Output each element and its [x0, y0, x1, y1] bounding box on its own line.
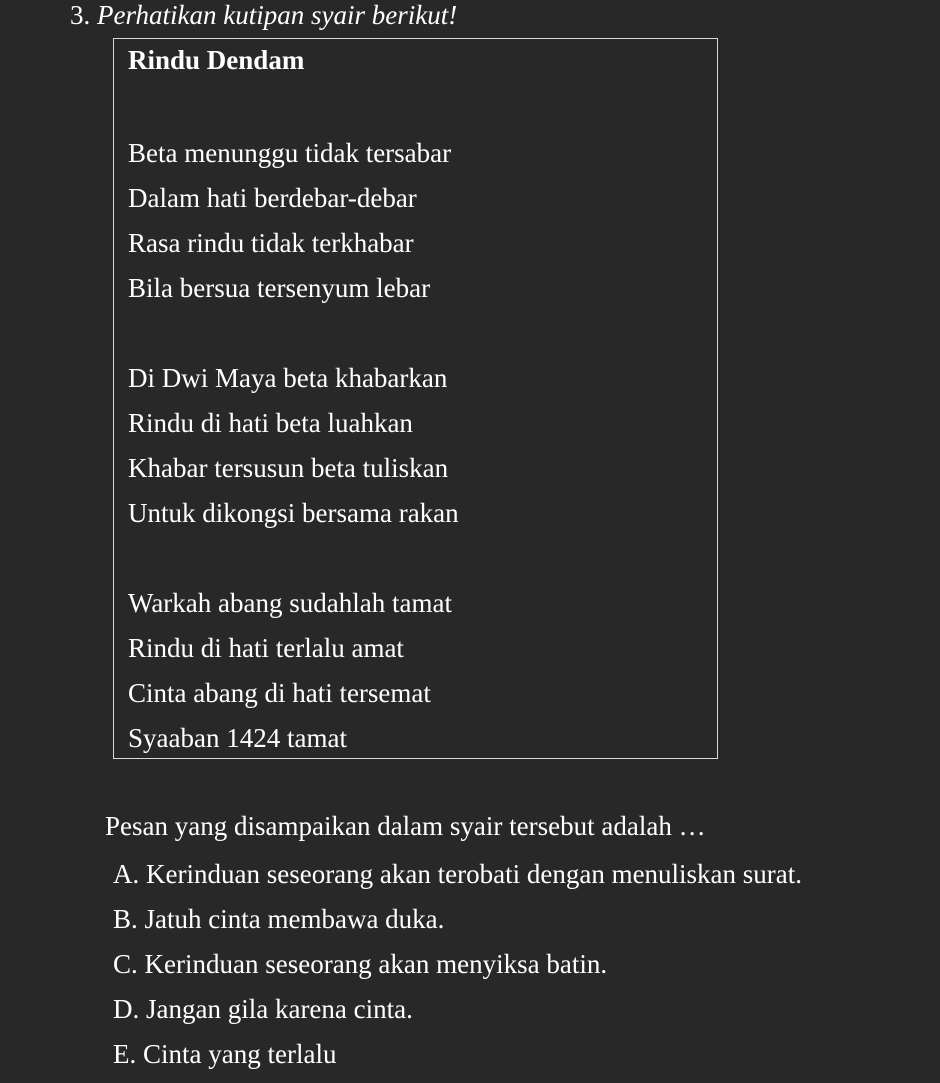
poem-box — [113, 38, 718, 759]
option-text: Jatuh cinta membawa duka. — [144, 904, 445, 934]
poem-stanza-2 — [128, 356, 459, 536]
option-letter: A. — [113, 859, 140, 889]
option-a[interactable] — [113, 852, 802, 897]
option-text: Kerinduan seseorang akan terobati dengan menuliskan surat. — [146, 859, 803, 889]
option-letter: C. — [113, 949, 138, 979]
poem-line: Cinta abang di hati tersemat — [128, 678, 431, 708]
option-c[interactable] — [113, 942, 802, 987]
poem-line: Bila bersua tersenyum lebar — [128, 273, 431, 303]
option-text: Jangan gila karena cinta. — [146, 994, 413, 1024]
option-letter: D. — [113, 994, 140, 1024]
question-instruction: Perhatikan kutipan syair berikut! — [97, 0, 458, 30]
option-e[interactable] — [113, 1032, 802, 1077]
question-prompt: Pesan yang disampaikan dalam syair tersebut adalah … — [105, 811, 706, 841]
poem-line: Rindu di hati beta luahkan — [128, 408, 413, 438]
answer-options — [113, 852, 802, 1077]
option-letter: B. — [113, 904, 138, 934]
option-d[interactable] — [113, 987, 802, 1032]
question-header — [70, 0, 457, 30]
poem-line: Beta menunggu tidak tersabar — [128, 138, 452, 168]
poem-line: Rindu di hati terlalu amat — [128, 633, 404, 663]
option-b[interactable] — [113, 897, 802, 942]
option-text: Kerinduan seseorang akan menyiksa batin. — [144, 949, 608, 979]
poem-line: Warkah abang sudahlah tamat — [128, 588, 452, 618]
poem-line: Di Dwi Maya beta khabarkan — [128, 363, 448, 393]
poem-stanza-3 — [128, 581, 452, 761]
poem-line: Rasa rindu tidak terkhabar — [128, 228, 414, 258]
option-letter: E. — [113, 1039, 137, 1069]
poem-line: Khabar tersusun beta tuliskan — [128, 453, 449, 483]
poem-stanza-1 — [128, 131, 451, 311]
poem-line: Dalam hati berdebar-debar — [128, 183, 417, 213]
question-number: 3. — [70, 0, 91, 30]
poem-title: Rindu Dendam — [128, 45, 305, 75]
option-text: Cinta yang terlalu — [143, 1039, 337, 1069]
poem-line: Untuk dikongsi bersama rakan — [128, 498, 459, 528]
poem-line: Syaaban 1424 tamat — [128, 723, 347, 753]
